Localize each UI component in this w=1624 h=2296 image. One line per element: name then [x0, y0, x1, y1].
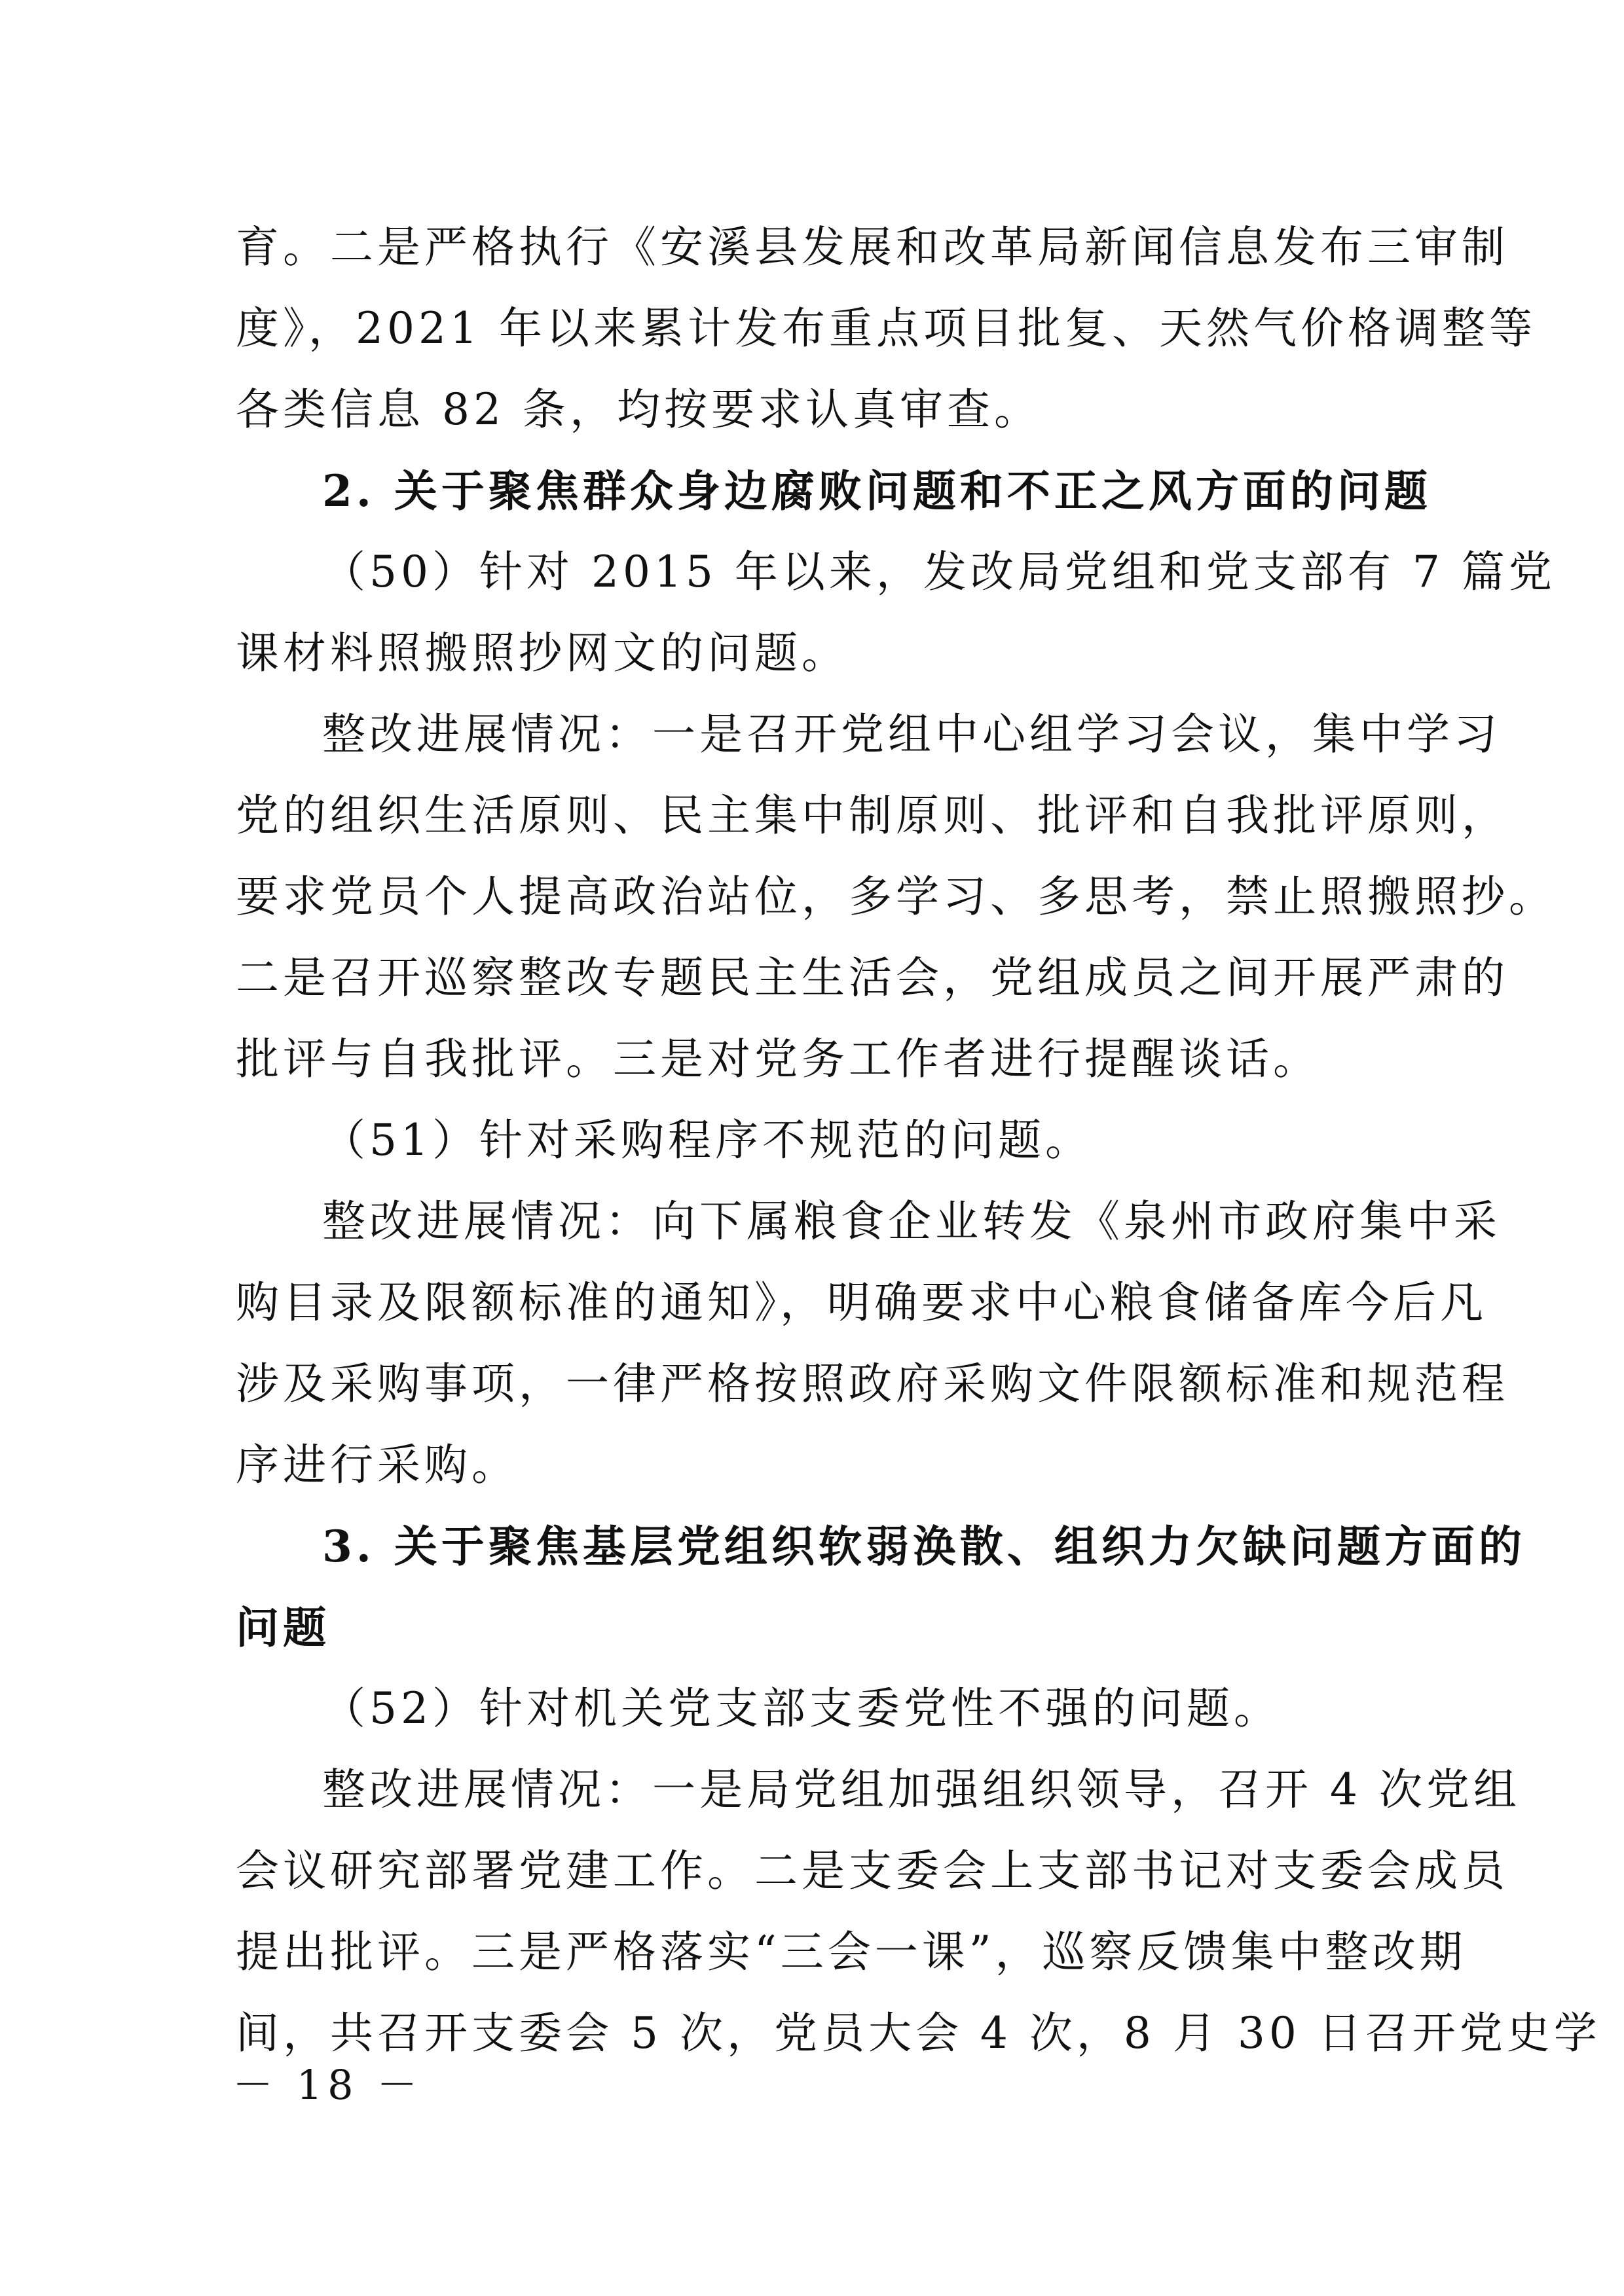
body-text-line: 育。二是严格执行《安溪县发展和改革局新闻信息发布三审制 — [236, 222, 1509, 272]
progress-line: 会议研究部署党建工作。二是支委会上支部书记对支委会成员 — [236, 1846, 1509, 1896]
issue-title-line: （51）针对采购程序不规范的问题。 — [322, 1115, 1092, 1165]
progress-line: 党的组织生活原则、民主集中制原则、批评和自我批评原则， — [236, 790, 1509, 841]
issue-title-line: （52）针对机关党支部支委党性不强的问题。 — [322, 1683, 1281, 1734]
page-number: － 18 － — [232, 2061, 423, 2109]
progress-line: 购目录及限额标准的通知》，明确要求中心粮食储备库今后凡 — [236, 1277, 1487, 1328]
body-text-line: 各类信息 82 条，均按要求认真审查。 — [236, 384, 1041, 435]
progress-line: 整改进展情况：向下属粮食企业转发《泉州市政府集中采 — [322, 1196, 1501, 1247]
section-heading: 问题 — [236, 1602, 330, 1653]
progress-line: 批评与自我批评。三是对党务工作者进行提醒谈话。 — [236, 1034, 1320, 1084]
progress-line: 要求党员个人提高政治站位，多学习、多思考，禁止照搬照抄。 — [236, 871, 1556, 922]
progress-line: 涉及采购事项，一律严格按照政府采购文件限额标准和规范程 — [236, 1358, 1509, 1409]
progress-line: 提出批评。三是严格落实“三会一课”，巡察反馈集中整改期 — [236, 1927, 1467, 1977]
section-heading: 3. 关于聚焦基层党组织软弱涣散、组织力欠缺问题方面的 — [322, 1521, 1526, 1572]
body-text-line: 度》，2021 年以来累计发布重点项目批复、天然气价格调整等 — [236, 303, 1536, 354]
progress-line: 整改进展情况：一是召开党组中心组学习会议，集中学习 — [322, 709, 1501, 759]
progress-line: 序进行采购。 — [236, 1440, 519, 1490]
issue-title-line: 课材料照搬照抄网文的问题。 — [236, 628, 849, 678]
progress-line: 二是召开巡察整改专题民主生活会，党组成员之间开展严肃的 — [236, 953, 1509, 1003]
issue-title-line: （50）针对 2015 年以来，发改局党组和党支部有 7 篇党 — [322, 547, 1556, 597]
section-heading: 2. 关于聚焦群众身边腐败问题和不正之风方面的问题 — [322, 465, 1431, 517]
progress-line: 间，共召开支委会 5 次，党员大会 4 次，8 月 30 日召开党史学 — [236, 2008, 1601, 2058]
progress-line: 整改进展情况：一是局党组加强组织领导，召开 4 次党组 — [322, 1764, 1521, 1815]
